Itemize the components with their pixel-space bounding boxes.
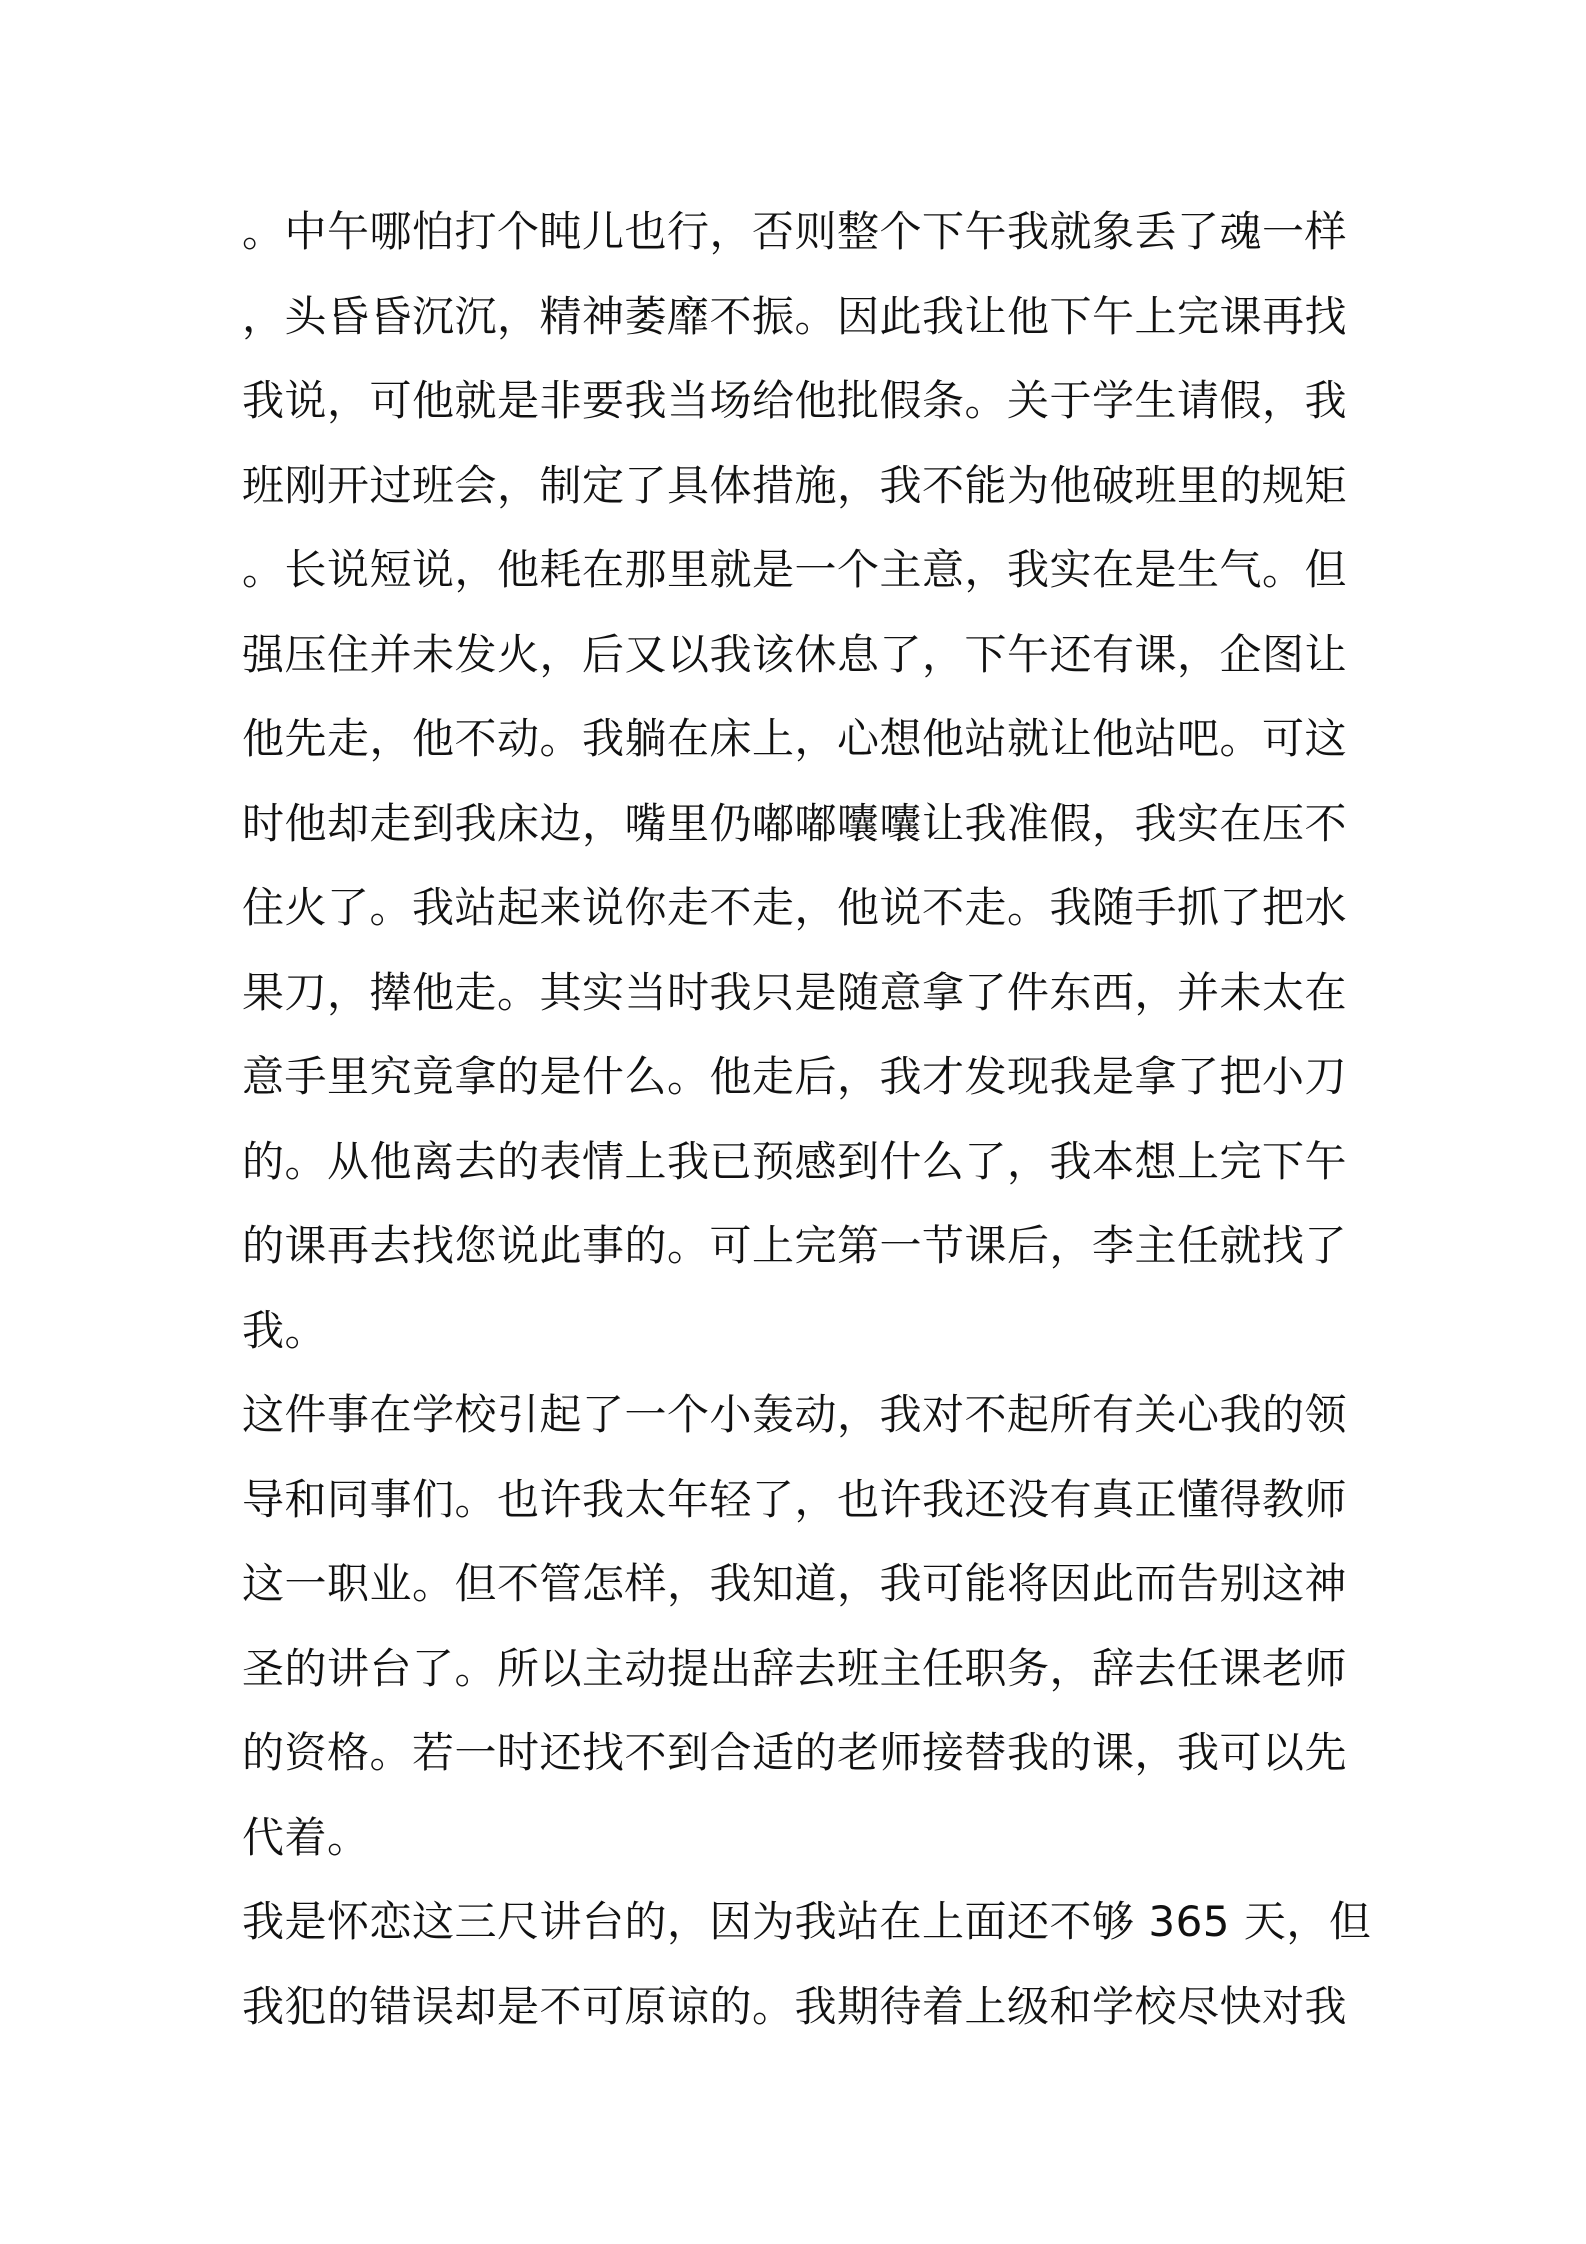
text-line: 圣的讲台了。所以主动提出辞去班主任职务，辞去任课老师 xyxy=(242,1643,1348,1693)
text-line: ，头昏昏沉沉，精神萎靡不振。因此我让他下午上完课再找 xyxy=(242,291,1348,341)
text-line: 我是怀恋这三尺讲台的，因为我站在上面还不够 365 天，但 xyxy=(242,1897,1372,1946)
text-line: 强压住并未发火，后又以我该休息了，下午还有课，企图让 xyxy=(242,629,1348,679)
text-line: 住火了。我站起来说你走不走，他说不走。我随手抓了把水 xyxy=(242,883,1348,932)
text-line: 代着。 xyxy=(242,1812,370,1862)
text-line: 意手里究竟拿的是什么。他走后，我才发现我是拿了把小刀 xyxy=(242,1052,1348,1101)
text-line: 我犯的错误却是不可原谅的。我期待着上级和学校尽快对我 xyxy=(242,1981,1348,2031)
document-body xyxy=(242,190,1372,2049)
text-line: 的。从他离去的表情上我已预感到什么了，我本想上完下午 xyxy=(242,1136,1348,1186)
text-line: 班刚开过班会，制定了具体措施，我不能为他破班里的规矩 xyxy=(242,460,1348,510)
text-line: 导和同事们。也许我太年轻了，也许我还没有真正懂得教师 xyxy=(242,1474,1348,1524)
text-line: 。长说短说，他耗在那里就是一个主意，我实在是生气。但 xyxy=(242,545,1348,594)
text-line: 我说，可他就是非要我当场给他批假条。关于学生请假，我 xyxy=(242,376,1348,425)
text-line: 的资格。若一时还找不到合适的老师接替我的课，我可以先 xyxy=(242,1728,1348,1777)
text-line: 。中午哪怕打个盹儿也行，否则整个下午我就象丢了魂一样 xyxy=(242,207,1348,256)
text-line: 我。 xyxy=(242,1305,328,1355)
text-line: 这件事在学校引起了一个小轰动，我对不起所有关心我的领 xyxy=(242,1390,1348,1439)
text-line: 的课再去找您说此事的。可上完第一节课后，李主任就找了 xyxy=(242,1221,1348,1270)
text-line: 这一职业。但不管怎样，我知道，我可能将因此而告别这神 xyxy=(242,1559,1348,1608)
text-line: 他先走，他不动。我躺在床上，心想他站就让他站吧。可这 xyxy=(242,714,1348,763)
text-line: 时他却走到我床边，嘴里仍嘟嘟囔囔让我准假，我实在压不 xyxy=(242,798,1348,848)
text-line: 果刀，撵他走。其实当时我只是随意拿了件东西，并未太在 xyxy=(242,967,1348,1017)
